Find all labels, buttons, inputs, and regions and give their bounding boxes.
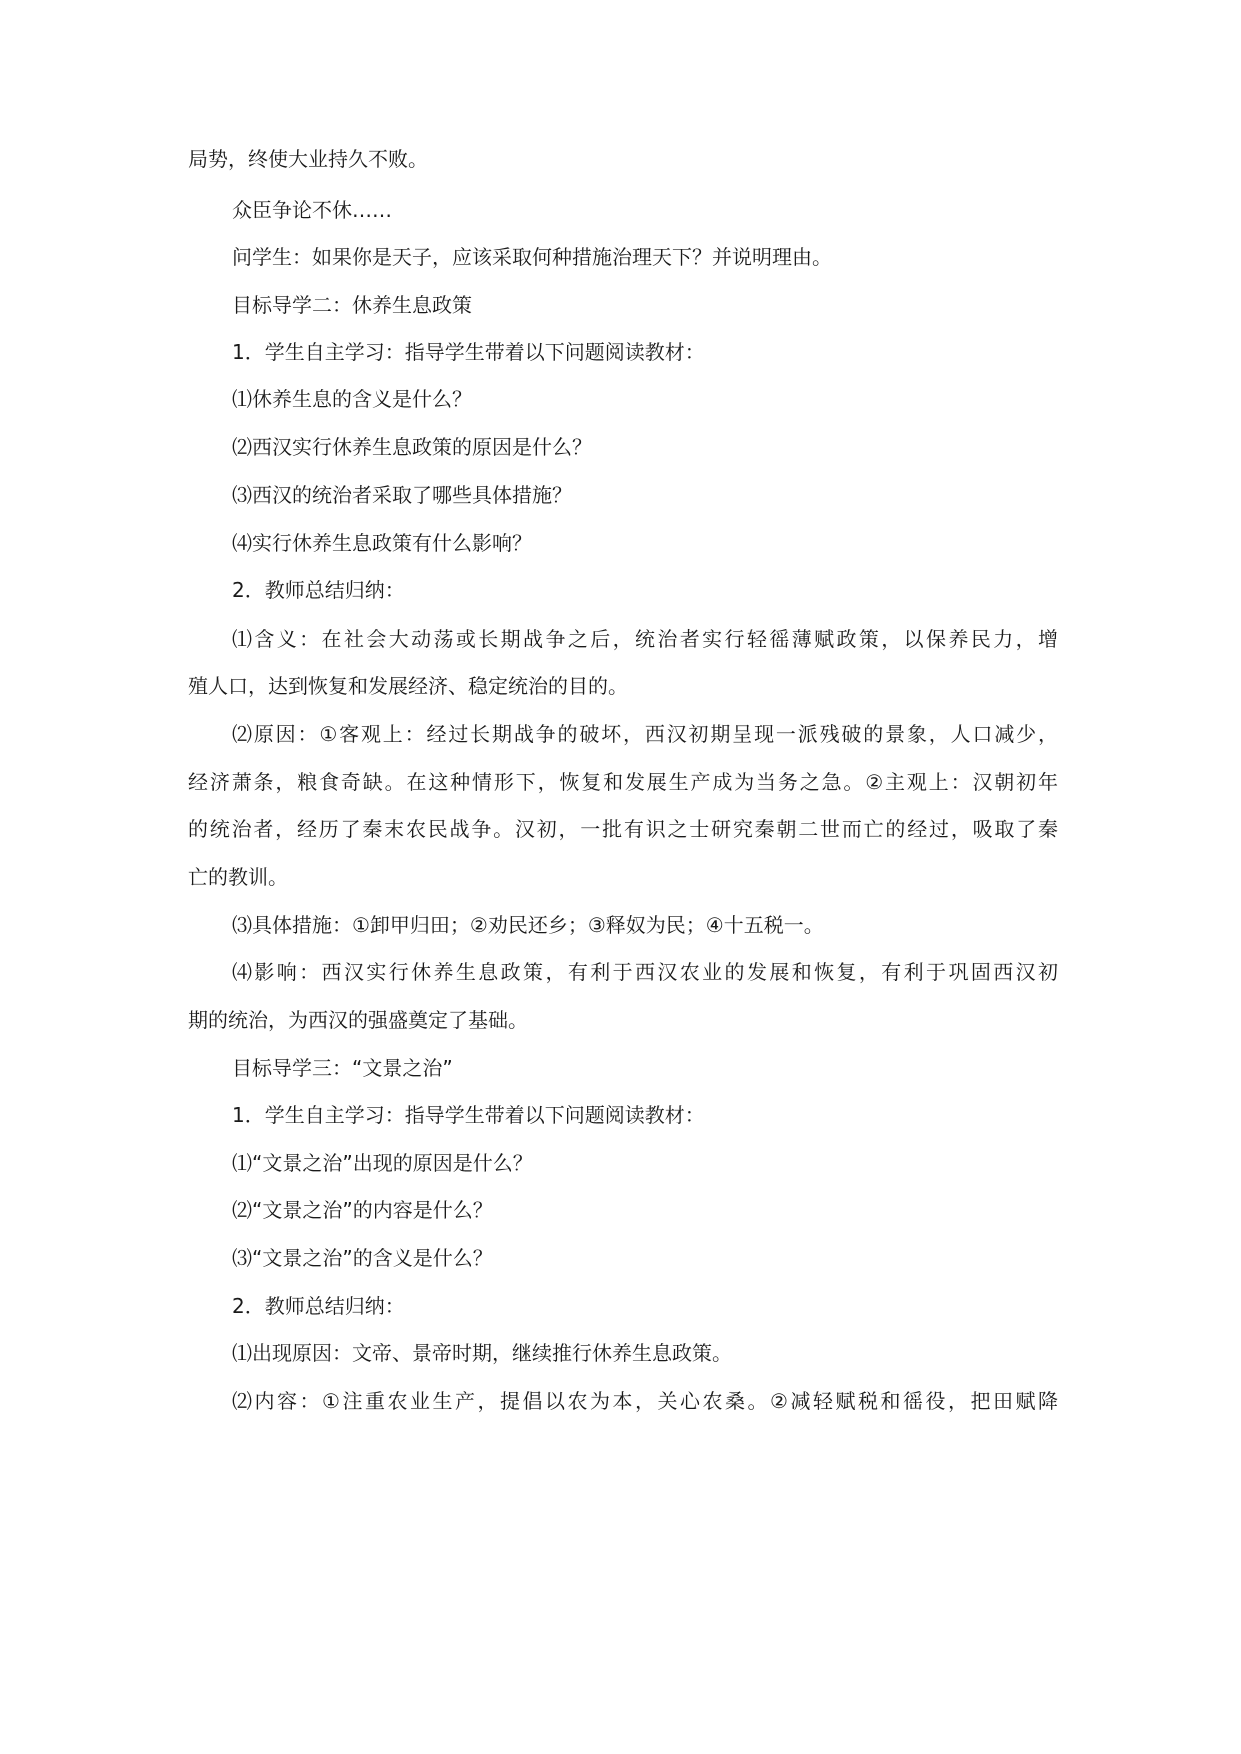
- text-line-5: 1．学生自主学习：指导学生带着以下问题阅读教材：: [232, 340, 705, 364]
- text-line-25: 2．教师总结归纳：: [232, 1294, 405, 1318]
- text-line-12: 殖人口，达到恢复和发展经济、稳定统治的目的。: [188, 674, 628, 698]
- text-line-1: 局势，终使大业持久不败。: [188, 147, 428, 171]
- text-line-3: 问学生：如果你是天子，应该采取何种措施治理天下？并说明理由。: [232, 245, 832, 269]
- question-item-3: ⑶西汉的统治者采取了哪些具体措施？: [232, 483, 572, 507]
- text-line-19: 期的统治，为西汉的强盛奠定了基础。: [188, 1008, 528, 1032]
- section-heading-goal-2: 目标导学二：休养生息政策: [232, 293, 472, 317]
- text-line-16: 亡的教训。: [188, 865, 288, 889]
- text-line-15: 的统治者，经历了秦末农民战争。汉初，一批有识之士研究秦朝二世而亡的经过，吸取了秦: [188, 817, 1058, 841]
- question-item-1: ⑴休养生息的含义是什么？: [232, 387, 472, 411]
- text-line-14: 经济萧条，粮食奇缺。在这种情形下，恢复和发展生产成为当务之急。②主观上：汉朝初年: [188, 770, 1058, 794]
- text-line-27: ⑵内容：①注重农业生产，提倡以农为本，关心农桑。②减轻赋税和徭役，把田赋降: [232, 1389, 1058, 1413]
- question-item-7: ⑶“文景之治”的含义是什么？: [232, 1246, 493, 1270]
- question-item-2: ⑵西汉实行休养生息政策的原因是什么？: [232, 435, 592, 459]
- text-line-17: ⑶具体措施：①卸甲归田；②劝民还乡；③释奴为民；④十五税一。: [232, 913, 824, 937]
- text-line-21: 1．学生自主学习：指导学生带着以下问题阅读教材：: [232, 1103, 705, 1127]
- question-item-4: ⑷实行休养生息政策有什么影响？: [232, 531, 532, 555]
- text-line-26: ⑴出现原因：文帝、景帝时期，继续推行休养生息政策。: [232, 1341, 732, 1365]
- section-heading-goal-3: 目标导学三：“文景之治”: [232, 1056, 453, 1080]
- text-line-10: 2．教师总结归纳：: [232, 578, 405, 602]
- question-item-5: ⑴“文景之治”出现的原因是什么？: [232, 1151, 533, 1175]
- text-line-18: ⑷影响：西汉实行休养生息政策，有利于西汉农业的发展和恢复，有利于巩固西汉初: [232, 960, 1058, 984]
- question-item-6: ⑵“文景之治”的内容是什么？: [232, 1198, 493, 1222]
- text-line-2: 众臣争论不休……: [232, 198, 392, 222]
- text-line-13: ⑵原因：①客观上：经过长期战争的破坏，西汉初期呈现一派残破的景象，人口减少，: [232, 722, 1058, 746]
- text-line-11: ⑴含义：在社会大动荡或长期战争之后，统治者实行轻徭薄赋政策，以保养民力，增: [232, 627, 1058, 651]
